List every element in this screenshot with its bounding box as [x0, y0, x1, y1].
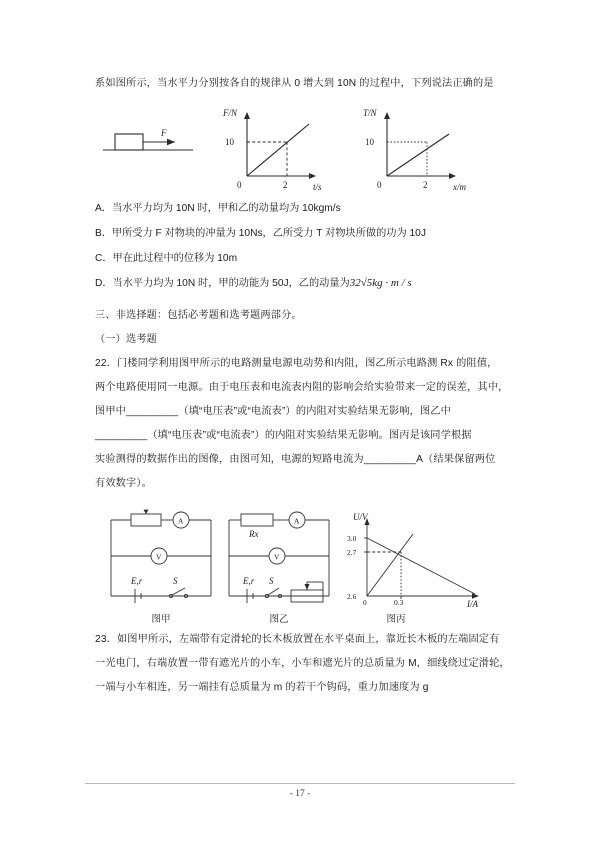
- chart-force-vs-time: [217, 106, 335, 194]
- option-a: A．当水平力均为 10N 时，甲和乙的动量均为 10kgm/s: [95, 203, 341, 214]
- option-d-text: D．当水平力均为 10N 时，甲的动能为 50J，乙的动量为: [95, 278, 350, 289]
- source-label: E,r: [243, 576, 255, 586]
- question-22-line-2: 两个电路使用同一电源。由于电压表和电流表内阻的影响会给实验带来一定的误差，其中，: [95, 382, 509, 393]
- x-tick-0-3: 0.3: [394, 598, 404, 607]
- y-tick-2-6: 2.6: [347, 592, 357, 601]
- question-22-line-4: _________（填“电压表”或“电流表”）的内阻对实验结果无影响。图丙是该同学根据: [95, 430, 472, 441]
- switch-label: S: [269, 576, 274, 586]
- page-content: [95, 72, 515, 700]
- chart-tension-vs-distance: [357, 106, 475, 194]
- section-heading: 三、非选择题：包括必考题和选考题两部分。: [95, 310, 302, 321]
- ammeter-label: A: [294, 516, 300, 526]
- y-axis-label: U/V: [353, 512, 368, 522]
- option-d: [95, 271, 515, 296]
- question-23-line-2: 一光电门，右端放置一带有遮光片的小车，小车和遮光片的总质量为 M，细线绕过定滑轮，: [95, 658, 510, 669]
- x-axis-label: x/m: [453, 182, 466, 192]
- ammeter-label: A: [178, 516, 184, 526]
- resistor-rx-label: Rx: [249, 529, 259, 539]
- y-tick-3-0: 3.0: [347, 534, 357, 543]
- circuit-diagram-jia: [105, 510, 217, 625]
- circuit-jia-caption: 图甲: [151, 614, 171, 625]
- switch-label: S: [173, 576, 178, 586]
- origin-label: 0: [377, 180, 382, 190]
- question-23-line-1: 23．如图甲所示，左端带有定滑轮的长木板放置在水平桌面上，靠近长木板的左端固定有: [95, 634, 500, 645]
- x-tick-2: 2: [283, 180, 288, 190]
- question-22-line-5: 实验测得的数据作出的图像，由图可知，电源的短路电流为_________A（结果保留两位: [95, 454, 496, 465]
- x-axis-label: I/A: [467, 599, 478, 609]
- section-subheading: （一）选考题: [95, 334, 158, 345]
- circuit-diagram-yi: [223, 510, 335, 625]
- origin-label: 0: [237, 180, 242, 190]
- source-label: E,r: [131, 576, 143, 586]
- voltmeter-label: V: [274, 552, 280, 562]
- option-c: C．甲在此过程中的位移为 10m: [95, 253, 238, 264]
- question-22-line-1: 22．门楼同学利用图甲所示的电路测量电源电动势和内阻，图乙所示电路测 Rx 的阻值，: [95, 358, 498, 369]
- x-axis-label: t/s: [313, 182, 322, 192]
- x-tick-2: 2: [423, 180, 428, 190]
- force-label-F: F: [161, 128, 167, 138]
- question-22-line-6: 有效数字）。: [95, 478, 152, 489]
- question-21-figure: [95, 104, 515, 196]
- question-21-stem: 系如图所示，当水平力分别按各自的规律从 0 增大到 10N 的过程中，下列说法正确的是: [95, 78, 494, 89]
- question-23-line-3: 一端与小车相连，另一端挂有总质量为 m 的若干个钩码，重力加速度为 g: [95, 682, 429, 693]
- chart-voltage-vs-current: [341, 510, 501, 625]
- footer-divider: [85, 783, 515, 784]
- y-tick-2-7: 2.7: [347, 548, 357, 557]
- question-22-line-3: 图甲中_________（填“电压表”或“电流表”）的内阻对实验结果无影响，图乙中: [95, 406, 451, 417]
- question-22-figures: [95, 510, 515, 628]
- origin-label: 0: [363, 598, 367, 607]
- y-tick-10: 10: [365, 137, 374, 147]
- circuit-yi-caption: 图乙: [269, 614, 289, 625]
- y-axis-label: F/N: [223, 108, 238, 118]
- option-d-math: 32√5kg · m / s: [349, 277, 412, 289]
- y-axis-label: T/N: [363, 108, 377, 118]
- option-b: B．甲所受力 F 对物块的冲量为 10Ns，乙所受力 T 对物块所做的功为 10J: [95, 228, 426, 239]
- y-tick-10: 10: [225, 137, 234, 147]
- voltmeter-label: V: [156, 552, 162, 562]
- page-number: - 17 -: [289, 789, 311, 799]
- block-on-surface-diagram: [103, 126, 198, 166]
- graph-bing-caption: 图丙: [386, 614, 406, 625]
